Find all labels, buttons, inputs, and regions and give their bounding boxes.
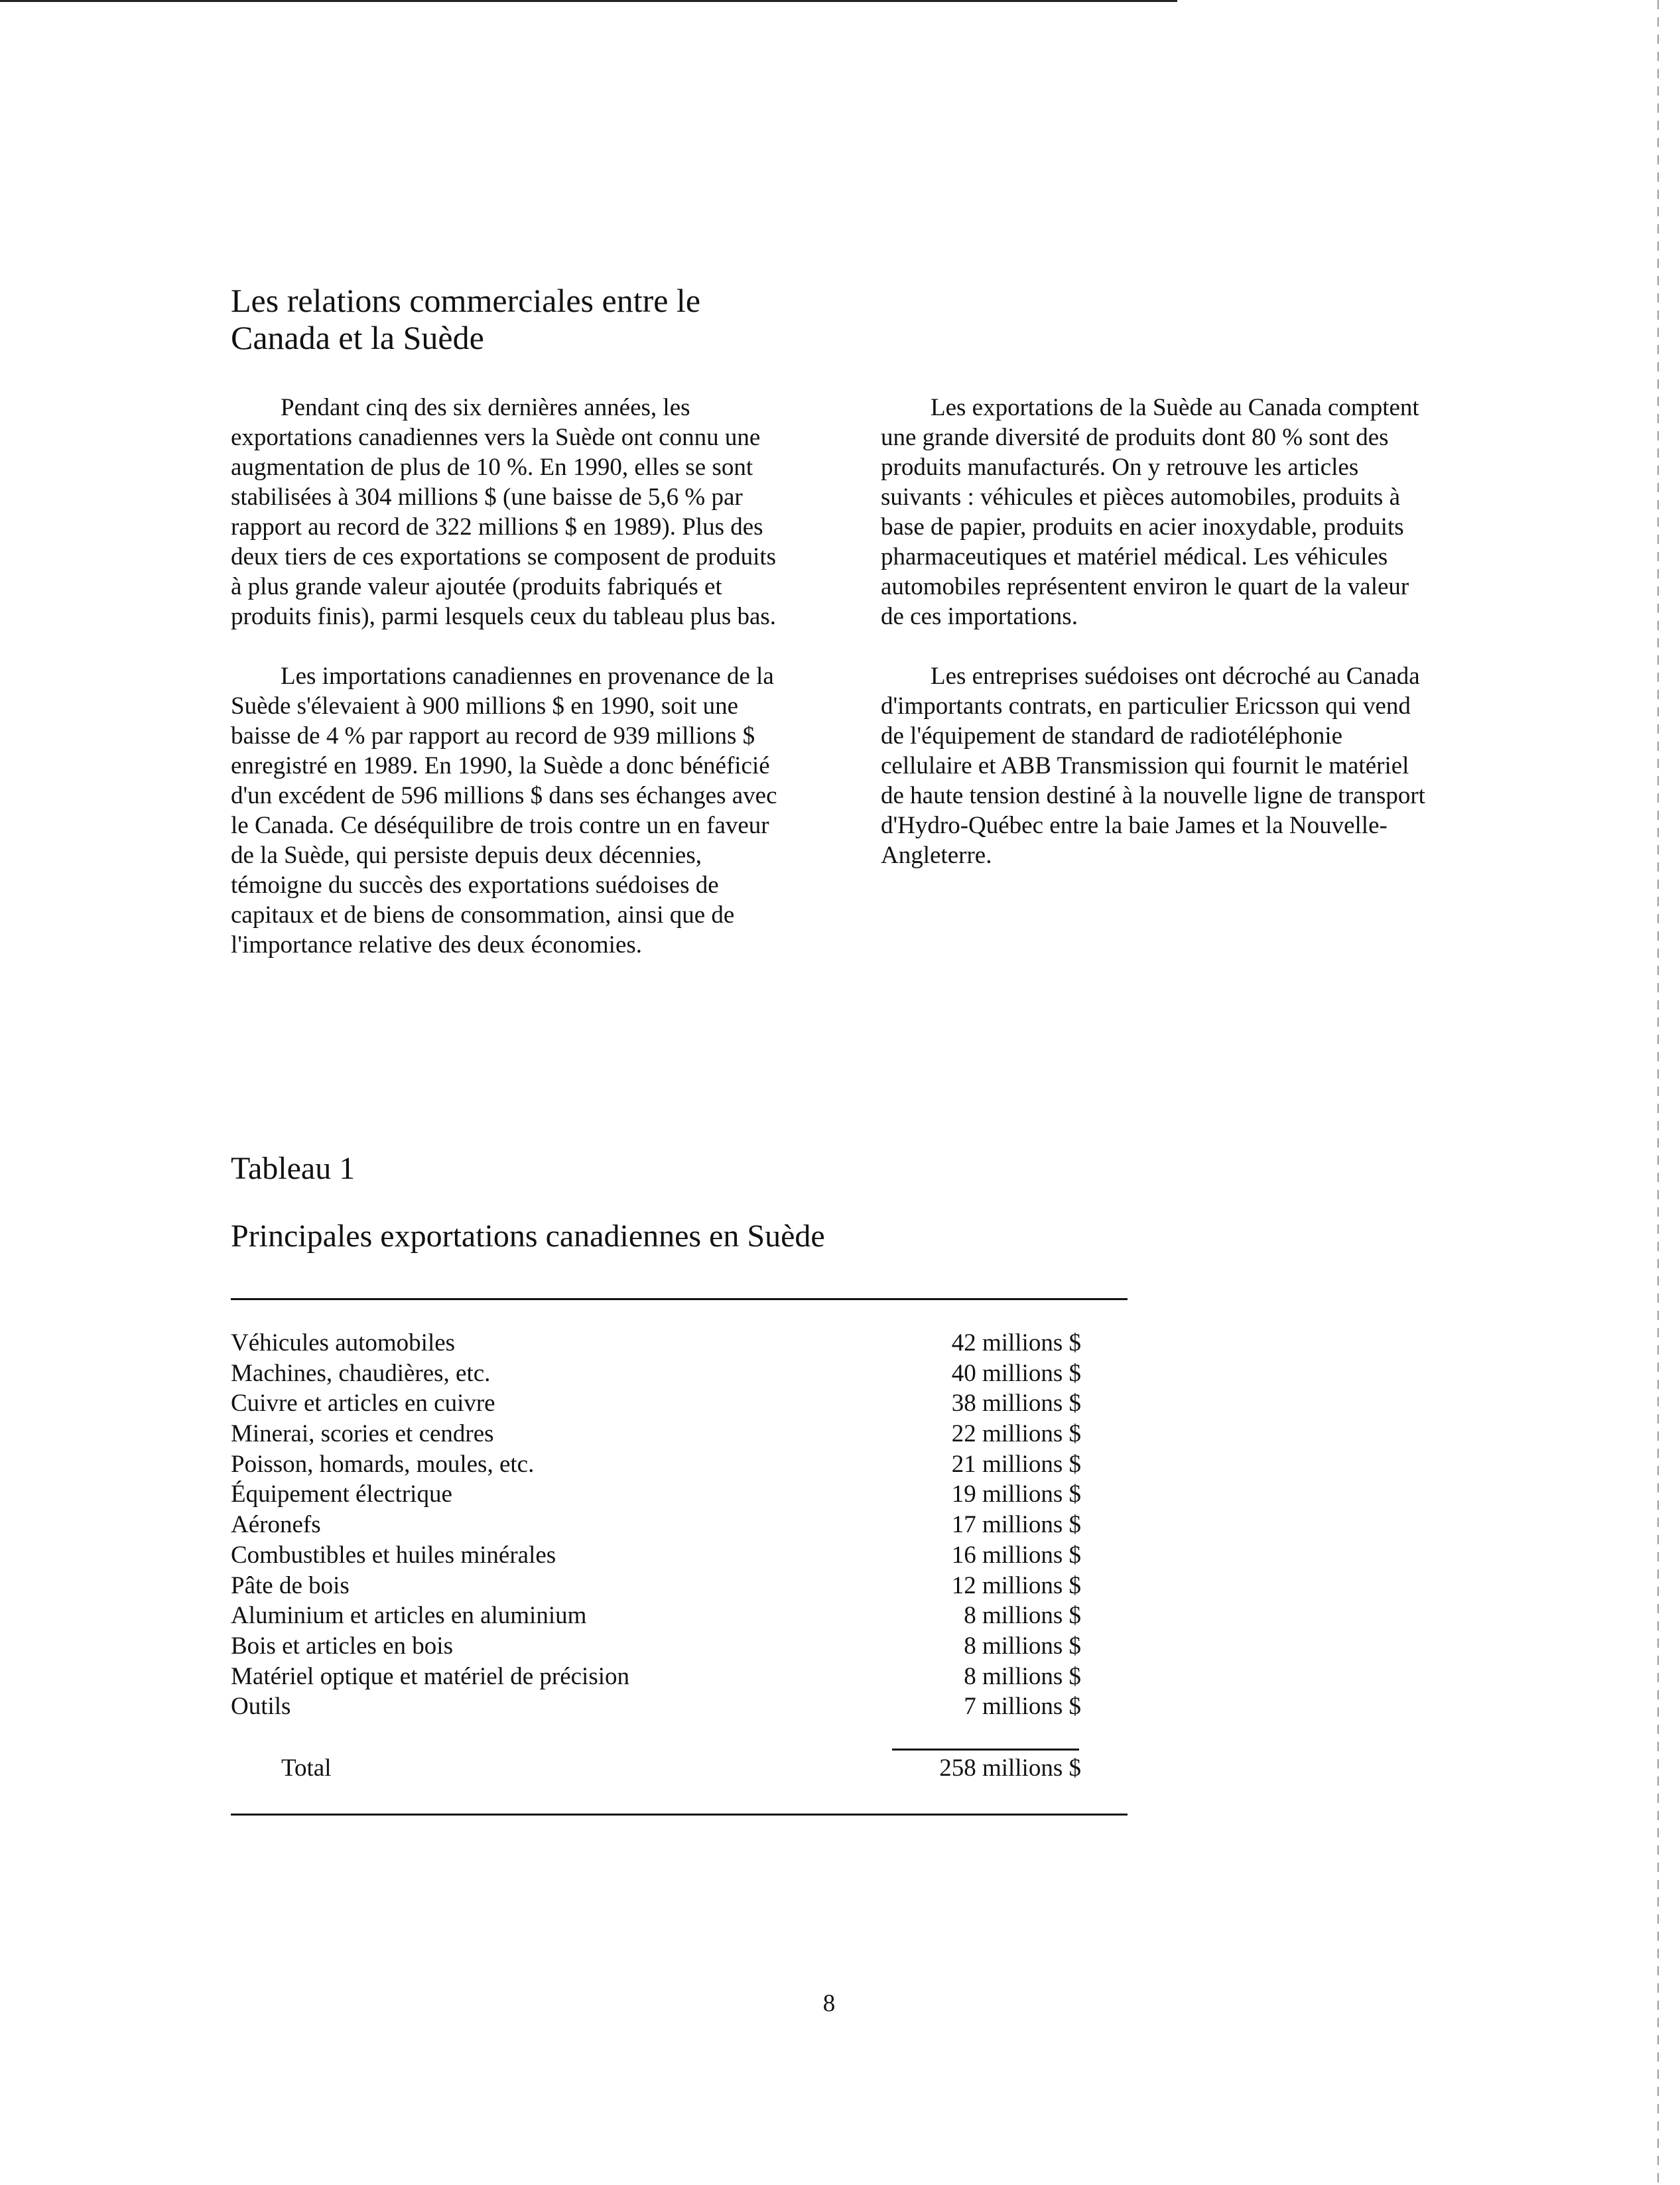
row-value: 12 millions $	[951, 1571, 1081, 1599]
row-item: Poisson, homards, moules, etc.	[231, 1450, 535, 1478]
row-item: Véhicules automobiles	[231, 1329, 456, 1357]
paragraph: Les entreprises suédoises ont décroché au Canada d'importants contrats, en particulier Ericsson qui vend de l'équipement de standard de radiotéléphonie cellulaire et ABB Transmission qui fournit le matériel de haute tension destiné à la nouvelle ligne de transport d'Hydro-Québec entre la baie James et la Nouvelle-Angleterre.	[881, 663, 1425, 869]
scan-edge-line	[1657, 0, 1659, 2185]
row-value: 8 millions $	[964, 1662, 1081, 1690]
row-value: 22 millions $	[951, 1420, 1081, 1448]
total-value: 258 millions $	[939, 1755, 1081, 1782]
table-row	[231, 1449, 1081, 1480]
table-row	[231, 1691, 1081, 1722]
row-item: Minerai, scories et cendres	[231, 1420, 494, 1448]
table-row	[231, 1540, 1081, 1571]
heading-line-1: Les relations commerciales entre le	[231, 282, 701, 319]
row-value: 40 millions $	[951, 1359, 1081, 1387]
table-row	[231, 1662, 1081, 1692]
row-value: 16 millions $	[951, 1541, 1081, 1569]
table-top-rule	[231, 1298, 1128, 1300]
paragraph: Les exportations de la Suède au Canada comptent une grande diversité de produits dont 80 % sont des produits manufacturés. On y retrouve les articles suivants : véhicules et pièces automobiles, produits à base de papier, produits en acier inoxydable, produits pharmaceutiques et matériel médical. Les véhicules automobiles représentent environ le quart de la valeur de ces importations.	[881, 394, 1419, 630]
table-row	[231, 1571, 1081, 1601]
row-value: 19 millions $	[951, 1481, 1081, 1508]
table-total-row	[231, 1753, 1081, 1783]
table-body	[231, 1328, 1081, 1722]
table-row	[231, 1510, 1081, 1540]
row-value: 7 millions $	[964, 1693, 1081, 1721]
table-row	[231, 1601, 1081, 1631]
row-item: Équipement électrique	[231, 1481, 452, 1508]
row-item: Cuivre et articles en cuivre	[231, 1390, 495, 1418]
top-border-rule	[0, 0, 1177, 2]
paragraph: Pendant cinq des six dernières années, les exportations canadiennes vers la Suède ont connu une augmentation de plus de 10 %. En 1990, elles se sont stabilisées à 304 millions $ (une baisse de 5,6 % par rapport au record de 322 millions $ en 1989). Plus des deux tiers de ces exportations se composent de produits à plus grande valeur ajoutée (produits fabriqués et produits finis), parmi lesquels ceux du tableau plus bas.	[231, 394, 777, 630]
row-value: 17 millions $	[951, 1511, 1081, 1539]
row-value: 8 millions $	[964, 1602, 1081, 1630]
total-label: Total	[281, 1755, 332, 1782]
table-row	[231, 1419, 1081, 1449]
heading-line-2: Canada et la Suède	[231, 319, 484, 356]
right-column	[881, 393, 1431, 900]
table-row	[231, 1358, 1081, 1389]
row-value: 21 millions $	[951, 1450, 1081, 1478]
section-heading	[231, 282, 828, 356]
row-value: 8 millions $	[964, 1632, 1081, 1660]
table-title: Principales exportations canadiennes en Suède	[231, 1219, 825, 1254]
left-column	[231, 393, 781, 990]
table-row	[231, 1328, 1081, 1358]
page-number: 8	[822, 1990, 836, 2017]
row-item: Matériel optique et matériel de précision	[231, 1662, 630, 1690]
total-underline	[892, 1749, 1079, 1751]
row-item: Combustibles et huiles minérales	[231, 1541, 556, 1569]
table-label: Tableau 1	[231, 1151, 355, 1186]
row-item: Outils	[231, 1693, 291, 1721]
paragraph: Les importations canadiennes en provenance de la Suède s'élevaient à 900 millions $ en 1990, soit une baisse de 4 % par rapport au record de 939 millions $ enregistré en 1989. En 1990, la Suède a donc bénéficié d'un excédent de 596 millions $ dans ses échanges avec le Canada. Ce déséquilibre de trois contre un en faveur de la Suède, qui persiste depuis deux décennies, témoigne du succès des exportations suédoises de capitaux et de biens de consommation, ainsi que de l'importance relative des deux économies.	[231, 663, 777, 959]
row-item: Aluminium et articles en aluminium	[231, 1602, 587, 1630]
table-bottom-rule	[231, 1814, 1128, 1816]
table-row	[231, 1479, 1081, 1510]
table-row	[231, 1631, 1081, 1662]
row-value: 42 millions $	[951, 1329, 1081, 1357]
table-row	[231, 1388, 1081, 1419]
row-item: Machines, chaudières, etc.	[231, 1359, 491, 1387]
row-item: Pâte de bois	[231, 1571, 350, 1599]
row-item: Aéronefs	[231, 1511, 321, 1539]
row-item: Bois et articles en bois	[231, 1632, 453, 1660]
row-value: 38 millions $	[951, 1390, 1081, 1418]
